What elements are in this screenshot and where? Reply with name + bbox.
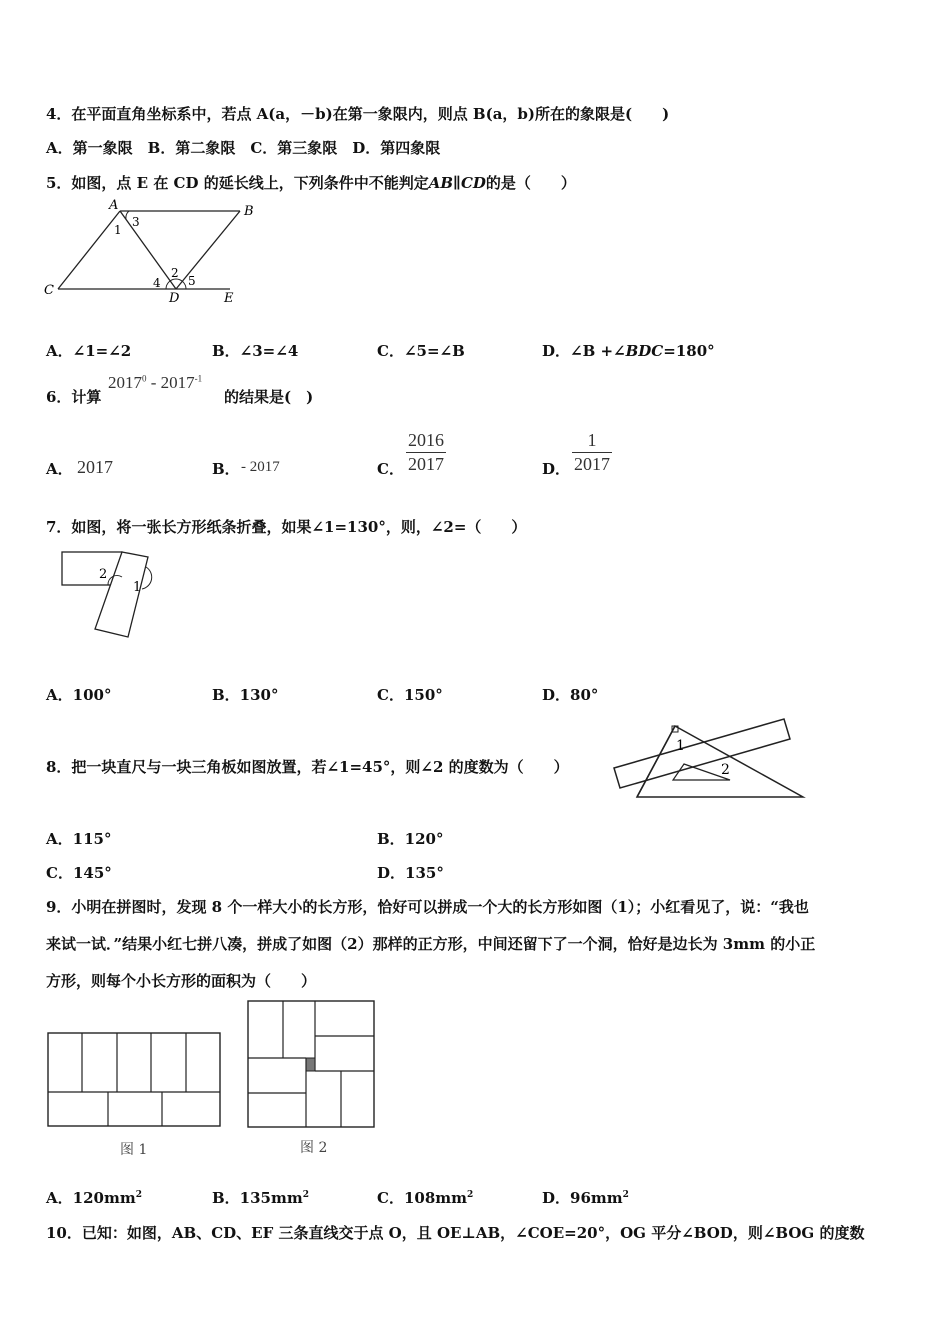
q9-figure-2	[244, 996, 380, 1161]
q6-expr-base2: 2017	[160, 373, 195, 392]
q9-line1: 9．小明在拼图时，发现 8 个一样大小的长方形，恰好可以拼成一个大的长方形如图（1）；小红看见了，说：“我也	[46, 898, 809, 916]
q9-line2: 来试一试．”结果小红七拼八凑，拼成了如图（2）那样的正方形，中间还留下了一个洞，恰好是边长为 3mm 的小正	[46, 935, 816, 953]
q5-label-D: D	[169, 291, 180, 306]
q9-option-c-text: C．108mm	[377, 1189, 467, 1207]
q6-option-b-value: - 2017	[241, 459, 280, 475]
q8-figure	[610, 712, 810, 802]
q7-option-d: D．80°	[542, 686, 599, 704]
q8-option-a: A．115°	[46, 830, 112, 848]
q9-figure-1	[44, 1028, 226, 1163]
q6-option-a-value: 2017	[77, 457, 113, 477]
q6-option-c-numerator: 2016	[408, 430, 444, 450]
q9-line3: 方形，则每个小长方形的面积为（ ）	[46, 972, 317, 990]
q5-label-A: A	[109, 198, 119, 213]
q9-option-d	[542, 1187, 629, 1208]
q6-option-d-fraction	[572, 430, 612, 475]
q6-option-c-fraction-bar	[406, 452, 446, 453]
q9-option-d-sup: 2	[622, 1190, 629, 1200]
q6-option-d-label: D．	[542, 460, 571, 478]
q9-fig1-caption: 图 1	[120, 1142, 148, 1158]
q5-option-d-prefix: D．∠B +∠	[542, 342, 626, 360]
q8-option-d: D．135°	[377, 864, 444, 882]
q5-angle-4: 4	[153, 276, 161, 290]
q5-stem-suffix: 的是（ ）	[485, 174, 576, 192]
q5-option-a: A．∠1=∠2	[46, 342, 132, 360]
q9-option-d-text: D．96mm	[542, 1189, 623, 1207]
q7-angle-2: 2	[99, 567, 108, 582]
q4-stem: 4．在平面直角坐标系中，若点 A(a，－b)在第一象限内，则点 B(a，b)所在的象限是( )	[46, 105, 670, 123]
q6-option-b-label: B．	[212, 460, 240, 478]
q6-option-a-label: A．	[46, 460, 73, 478]
q5-angle-3: 3	[132, 215, 140, 229]
q8-angle-1: 1	[676, 738, 685, 754]
q7-figure	[56, 545, 166, 645]
q6-expression	[108, 373, 202, 393]
q5-label-C: C	[44, 283, 54, 298]
q5-angle-2: 2	[171, 266, 179, 280]
q6-option-c-label: C．	[377, 460, 404, 478]
q5-label-E: E	[224, 291, 234, 306]
q5-stem	[46, 172, 576, 193]
q7-angle-1: 1	[133, 580, 142, 595]
q6-option-c-fraction	[406, 430, 446, 475]
q5-label-B: B	[244, 204, 254, 219]
q6-expr-minus: -	[150, 373, 157, 392]
q7-stem: 7．如图，将一张长方形纸条折叠，如果∠1=130°，则，∠2=（ ）	[46, 518, 527, 536]
q5-option-b: B．∠3=∠4	[212, 342, 299, 360]
q4-options: A．第一象限 B．第二象限 C．第三象限 D．第四象限	[46, 139, 441, 157]
q8-stem: 8．把一块直尺与一块三角板如图放置，若∠1=45°，则∠2 的度数为（ ）	[46, 758, 569, 776]
q8-angle-2: 2	[721, 762, 730, 778]
q9-option-a	[46, 1187, 142, 1208]
q6-option-c-denominator: 2017	[408, 454, 444, 474]
q6-stem-prefix: 6．计算	[46, 388, 102, 406]
q6-option-d-fraction-bar	[572, 452, 612, 453]
q6-option-d-denominator: 2017	[574, 454, 610, 474]
q9-option-b	[212, 1187, 309, 1208]
q6-expr-exp1: 0	[142, 373, 147, 384]
q9-option-b-text: B．135mm	[212, 1189, 303, 1207]
q9-fig2-caption: 图 2	[300, 1140, 328, 1156]
q7-option-a: A．100°	[46, 686, 112, 704]
q6-stem-suffix: 的结果是( )	[224, 388, 314, 406]
q5-option-d-suffix: =180°	[663, 342, 715, 360]
q6-expr-base1: 2017	[108, 373, 142, 392]
q9-option-b-sup: 2	[302, 1190, 309, 1200]
q5-stem-prefix: 5．如图，点 E 在 CD 的延长线上，下列条件中不能判定	[46, 174, 429, 192]
q5-figure	[40, 198, 254, 308]
q7-option-c: C．150°	[377, 686, 443, 704]
q6-option-d-numerator: 1	[587, 430, 597, 450]
q5-angle-5: 5	[188, 274, 196, 288]
q5-angle-1: 1	[114, 223, 122, 237]
q5-option-d-angle: BDC	[625, 342, 664, 360]
q5-option-d	[542, 340, 715, 361]
q5-stem-parallel: AB∥CD	[428, 174, 486, 192]
q8-option-c: C．145°	[46, 864, 112, 882]
q9-option-c-sup: 2	[467, 1190, 474, 1200]
q7-option-b: B．130°	[212, 686, 279, 704]
q6-expr-exp2: -1	[194, 373, 203, 384]
q5-option-c: C．∠5=∠B	[377, 342, 465, 360]
q10-stem: 10．已知：如图，AB、CD、EF 三条直线交于点 O，且 OE⊥AB，∠COE=20°，OG 平分∠BOD，则∠BOG 的度数	[46, 1224, 865, 1242]
q9-option-a-sup: 2	[135, 1190, 142, 1200]
q8-option-b: B．120°	[377, 830, 444, 848]
q9-option-c	[377, 1187, 473, 1208]
q9-option-a-text: A．120mm	[46, 1189, 136, 1207]
